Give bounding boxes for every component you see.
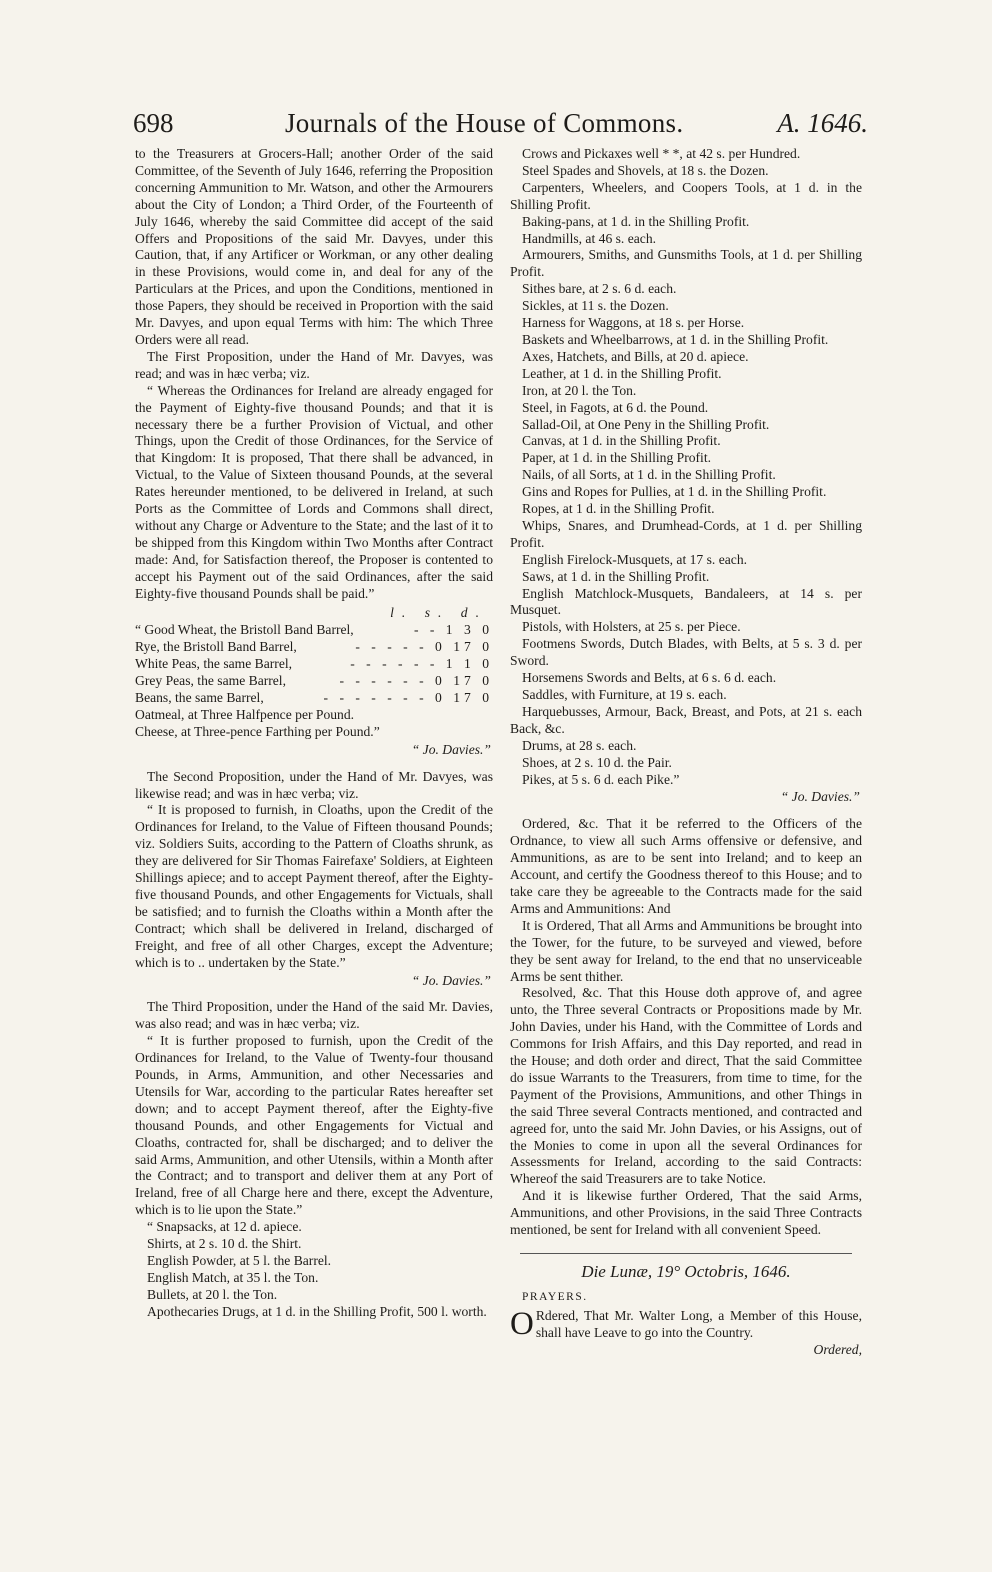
paragraph-text: Rdered, That Mr. Walter Long, a Member of this House, shall have Leave to go into the Country. xyxy=(535,1307,862,1340)
rate-amount: - - 1 3 0 xyxy=(413,622,493,638)
rate-amount: - - - - - - 0 17 0 xyxy=(339,673,493,689)
running-year: A. 1646. xyxy=(777,108,868,138)
list-item: Harness for Waggons, at 18 s. per Horse. xyxy=(522,315,745,331)
list-item: Ropes, at 1 d. in the Shilling Profit. xyxy=(522,501,715,517)
list-item: Whips, Snares, and Drumhead-Cords, at 1 d. per Shilling Profit. xyxy=(510,517,862,550)
paragraph: The Third Proposition, under the Hand of the said Mr. Davies, was also read; and was in hæc verba; viz. xyxy=(135,999,493,1032)
rate-amount: - - - - - - 1 1 0 xyxy=(350,656,493,672)
list-item: Horsemens Swords and Belts, at 6 s. 6 d. each. xyxy=(522,670,777,686)
rate-item: Beans, the same Barrel, xyxy=(135,690,264,705)
paragraph: “ It is further proposed to furnish, upon the Credit of the Ordinances for Ireland, to the Value of Twenty-four thousand Pounds, in Arms, Ammunition, and other Necessaries and Utensils for War, according to the particular Rates hereafter set down; and to accept Payment thereof, after the Eighty-five thousand Pounds, and other Engagements for Victual and Cloaths, contracted for, shall be discharged; and to deliver the said Arms, Ammunition, and other Utensils, within a Month after the Contract; and to transport and deliver them at any Port of Ireland, free of all Charge here and there, except the Adventure, which is to lie upon the State.” xyxy=(135,1033,493,1218)
rate-row xyxy=(135,656,493,673)
paragraph: The Second Proposition, under the Hand of Mr. Davyes, was likewise read; and was in hæc verba; viz. xyxy=(135,768,493,801)
paragraph: to the Treasurers at Grocers-Hall; another Order of the said Committee, of the Seventh of July 1646, referring the Proposition concerning Ammunition to Mr. Watson, and other the Armourers about the City of London; a Third Order, of the Fourteenth of July 1646, whereby the said Committee did accept of the said Offers and Propositions of the said Mr. Davyes, under this Caution, that, if any Artificer or Workman, or any other dealing in these Provisions, would come in, and deal for any of the Particulars at the Prices, and upon the Conditions, mentioned in those Papers, they should be received in Proportion with the said Mr. Davyes, and upon equal Terms with him: The which Three Orders were all read. xyxy=(135,146,493,347)
paragraph: “ Whereas the Ordinances for Ireland are already engaged for the Payment of Eighty-five thousand Pounds; and that it is necessary there be a further Provision of Victual, and other Things, upon the Credit of those Ordinances, for the Service of that Kingdom: It is proposed, That there shall be advanced, in Victual, to the Value of Sixteen thousand Pounds, at the several Rates hereunder mentioned, to be delivered in Ireland, at such Ports as the Committee of Lords and Commons shall direct, without any Charge or Adventure to the State; and the last of it to be shipped from this Kingdom within Two Months after Contract made: And, for Satisfaction thereof, the Proposer is contented to accept his Payment out of the said Ordinances, after the said Eighty-five thousand Pounds shall be paid.” xyxy=(135,382,493,601)
currency-header: l. s. d. xyxy=(390,605,487,621)
list-item: Sickles, at 11 s. the Dozen. xyxy=(522,298,669,314)
right-column xyxy=(510,146,862,1359)
list-item: Crows and Pickaxes well * *, at 42 s. per Hundred. xyxy=(522,146,801,161)
rate-row xyxy=(135,639,493,656)
victual-rates xyxy=(135,622,493,740)
list-item: Pistols, with Holsters, at 25 s. per Piece. xyxy=(522,619,741,635)
list-item: Gins and Ropes for Pullies, at 1 d. in the Shilling Profit. xyxy=(522,484,827,500)
list-item: Nails, of all Sorts, at 1 d. in the Shilling Profit. xyxy=(522,467,776,483)
rate-line: Cheese, at Three-pence Farthing per Pound.” xyxy=(135,723,380,739)
list-item: Footmens Swords, Dutch Blades, with Belts, at 5 s. 3 d. per Sword. xyxy=(510,636,862,669)
rate-amount: - - - - - 0 17 0 xyxy=(355,639,493,655)
list-item: Baking-pans, at 1 d. in the Shilling Profit. xyxy=(522,213,750,229)
list-item: Sallad-Oil, at One Peny in the Shilling Profit. xyxy=(522,416,770,432)
drop-cap: O xyxy=(510,1305,534,1342)
rate-item: “ Good Wheat, the Bristoll Band Barrel, xyxy=(135,622,354,638)
page-number: 698 xyxy=(133,108,174,138)
list-item: Pikes, at 5 s. 6 d. each Pike.” xyxy=(522,771,680,787)
list-item: Leather, at 1 d. in the Shilling Profit. xyxy=(522,365,722,381)
paragraph: “ It is proposed to furnish, in Cloaths, upon the Credit of the Ordinances for Ireland, to the Value of Fifteen thousand Pounds; viz. Soldiers Suits, according to the Pattern of Cloaths shrunk, as they are delivered for Sir Thomas Fairefaxe' Soldiers, at Eighteen Shillings apiece; and to accept Payment thereof, after the Eighty-five thousand Pounds, and other Engagements for Victuals, shall be satisfied; and to furnish the Cloaths within a Month after the Contract; which shall be delivered in Ireland, discharged of Freight, and free of all other Charges, except the Adventure; which is to .. undertaken by the State.” xyxy=(135,802,493,970)
list-item: Axes, Hatchets, and Bills, at 20 d. apiece. xyxy=(522,348,749,364)
rate-item: Rye, the Bristoll Band Barrel, xyxy=(135,639,297,655)
list-item: English Matchlock-Musquets, Bandaleers, at 14 s. per Musquet. xyxy=(510,585,862,618)
paragraph: Resolved, &c. That this House doth approve of, and agree unto, the Three several Contracts or Propositions made by Mr. John Davies, under his Hand, with the Committee of Lords and Commons for Irish Affairs, and this Day reported, and read in the House; and doth order and direct, That the said Committee do issue Warrants to the Treasurers, from time to time, for the Payment of the Provisions, Ammunitions, and other Things in the said Three several Contracts mentioned, and contracted and agreed for, unto the said Mr. John Davies, or his Assigns, out of the Monies to come in upon all the several Ordinances for Assessments for Ireland, according to the said Contracts: Whereof the said Treasurers are to take Notice. xyxy=(510,985,862,1187)
catchword: Ordered, xyxy=(813,1341,862,1357)
rate-item: White Peas, the same Barrel, xyxy=(135,656,293,672)
rate-row xyxy=(135,622,493,639)
list-item: Shirts, at 2 s. 10 d. the Shirt. xyxy=(147,1236,302,1252)
list-item: “ Snapsacks, at 12 d. apiece. xyxy=(147,1219,302,1235)
list-item: Steel, in Fagots, at 6 d. the Pound. xyxy=(522,399,709,415)
rate-row xyxy=(135,673,493,690)
list-item: Bullets, at 20 l. the Ton. xyxy=(147,1286,278,1302)
list-item: Baskets and Wheelbarrows, at 1 d. in the Shilling Profit. xyxy=(522,331,829,347)
list-item: Shoes, at 2 s. 10 d. the Pair. xyxy=(522,754,672,770)
list-item: Sithes bare, at 2 s. 6 d. each. xyxy=(522,281,677,297)
rate-item: Grey Peas, the same Barrel, xyxy=(135,673,286,689)
paragraph: Ordered, &c. That it be referred to the Officers of the Ordnance, to view all such Arms offensive or defensive, and Ammunitions, as are to be sent into Ireland; and to keep an Account, and certify the Goodness thereof to this House; and to take care they be agreeable to the Contracts made for the said Arms and Ammunitions: And xyxy=(510,816,862,916)
list-item: Paper, at 1 d. in the Shilling Profit. xyxy=(522,450,711,466)
list-item: Canvas, at 1 d. in the Shilling Profit. xyxy=(522,433,721,449)
arms-list-continued xyxy=(510,146,862,788)
signature: “ Jo. Davies.” xyxy=(411,741,491,757)
paragraph: And it is likewise further Ordered, That the said Arms, Ammunitions, and other Provisions, in the said Three Contracts mentioned, be sent for Ireland with all convenient Speed. xyxy=(510,1188,862,1238)
list-item: English Powder, at 5 l. the Barrel. xyxy=(147,1253,332,1268)
signature: “ Jo. Davies.” xyxy=(780,789,860,805)
list-item: Saddles, with Furniture, at 19 s. each. xyxy=(522,687,727,702)
page-header xyxy=(133,108,868,148)
running-title: Journals of the House of Commons. xyxy=(285,108,684,138)
paragraph xyxy=(510,1305,862,1342)
rate-amount: - - - - - - - 0 17 0 xyxy=(323,690,493,705)
list-item: English Firelock-Musquets, at 17 s. each. xyxy=(522,551,748,567)
list-item: Drums, at 28 s. each. xyxy=(522,737,637,753)
list-item: Carpenters, Wheelers, and Coopers Tools, at 1 d. in the Shilling Profit. xyxy=(510,179,862,212)
prayers-heading: PRAYERS. xyxy=(522,1290,588,1303)
list-item: Apothecaries Drugs, at 1 d. in the Shilling Profit, 500 l. worth. xyxy=(147,1303,487,1319)
list-item: Saws, at 1 d. in the Shilling Profit. xyxy=(522,568,710,584)
section-divider xyxy=(520,1253,852,1254)
sitting-date: Die Lunæ, 19° Octobris, 1646. xyxy=(581,1262,791,1281)
rate-row xyxy=(135,690,493,707)
signature: “ Jo. Davies.” xyxy=(411,972,491,988)
paragraph: The First Proposition, under the Hand of Mr. Davyes, was read; and was in hæc verba; viz. xyxy=(135,348,493,381)
list-item: Armourers, Smiths, and Gunsmiths Tools, at 1 d. per Shilling Profit. xyxy=(510,247,862,280)
list-item: Iron, at 20 l. the Ton. xyxy=(522,382,637,398)
paragraph: It is Ordered, That all Arms and Ammunitions be brought into the Tower, for the future, to be surveyed and viewed, before they be sent away for Ireland, to the end that no unserviceable Arms be sent thither. xyxy=(510,917,862,984)
arms-list xyxy=(135,1219,493,1320)
list-item: Handmills, at 46 s. each. xyxy=(522,230,657,246)
rate-line: Oatmeal, at Three Halfpence per Pound. xyxy=(135,706,355,722)
list-item: English Match, at 35 l. the Ton. xyxy=(147,1269,319,1285)
list-item: Harquebusses, Armour, Back, Breast, and Pots, at 21 s. each Back, &c. xyxy=(510,703,862,736)
left-column xyxy=(135,146,493,1321)
list-item: Steel Spades and Shovels, at 18 s. the Dozen. xyxy=(522,162,769,178)
